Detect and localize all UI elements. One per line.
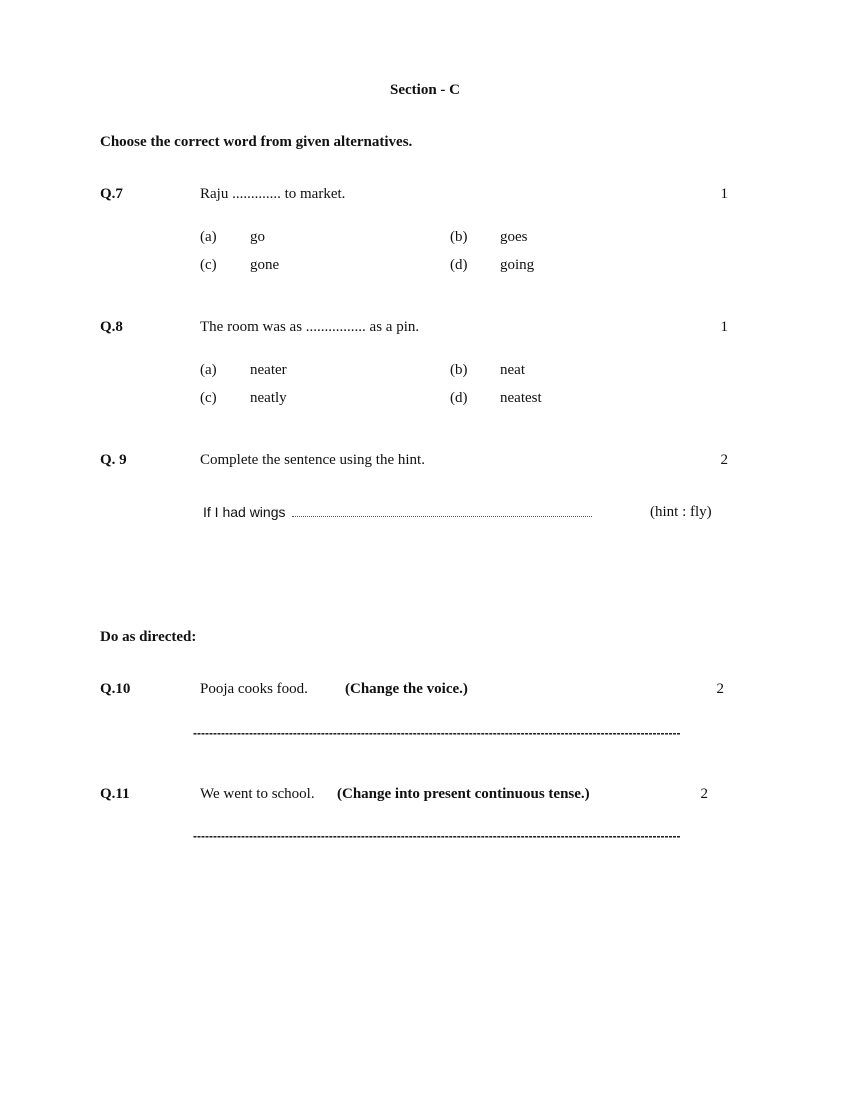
option-text: neatest xyxy=(500,390,542,406)
question-number: Q.10 xyxy=(100,681,131,697)
hint-text: (hint : fly) xyxy=(650,504,712,520)
option-text: go xyxy=(250,229,265,245)
question-number: Q.8 xyxy=(100,319,123,335)
instruction-choose-word: Choose the correct word from given alternatives. xyxy=(100,134,413,150)
option-text: neater xyxy=(250,362,287,378)
option-text: going xyxy=(500,257,535,273)
option-label: (b) xyxy=(450,362,468,378)
question-number: Q.7 xyxy=(100,186,123,202)
question-marks: 2 xyxy=(720,452,728,468)
question-direction: (Change the voice.) xyxy=(345,681,468,697)
question-text: We went to school. xyxy=(200,786,315,802)
option-label: (a) xyxy=(200,362,217,378)
section-title: Section - C xyxy=(390,82,460,98)
option-label: (d) xyxy=(450,390,468,406)
sentence-start: If I had wings xyxy=(203,504,286,520)
option-label: (c) xyxy=(200,257,217,273)
option-label: (c) xyxy=(200,390,217,406)
question-marks: 2 xyxy=(716,681,724,697)
question-number: Q.11 xyxy=(100,786,130,802)
option-text: goes xyxy=(500,229,528,245)
fill-in-sentence xyxy=(203,504,592,522)
answer-dash-line: -------------------------------------------------------------------------------------------------------------------------- xyxy=(193,829,681,843)
question-number: Q. 9 xyxy=(100,452,127,468)
question-text: Raju ............. to market. xyxy=(200,186,346,202)
question-marks: 1 xyxy=(720,186,728,202)
question-text: Pooja cooks food. xyxy=(200,681,308,697)
question-text: The room was as ................ as a pin. xyxy=(200,319,420,335)
option-text: neat xyxy=(500,362,525,378)
option-text: gone xyxy=(250,257,280,273)
question-direction: (Change into present continuous tense.) xyxy=(337,786,590,802)
option-label: (d) xyxy=(450,257,468,273)
option-label: (b) xyxy=(450,229,468,245)
answer-blank-line xyxy=(292,515,592,517)
answer-dash-line: -------------------------------------------------------------------------------------------------------------------------- xyxy=(193,726,681,740)
question-marks: 1 xyxy=(720,319,728,335)
question-marks: 2 xyxy=(700,786,708,802)
question-text: Complete the sentence using the hint. xyxy=(200,452,425,468)
option-label: (a) xyxy=(200,229,217,245)
instruction-do-as-directed: Do as directed: xyxy=(100,629,197,645)
option-text: neatly xyxy=(250,390,287,406)
